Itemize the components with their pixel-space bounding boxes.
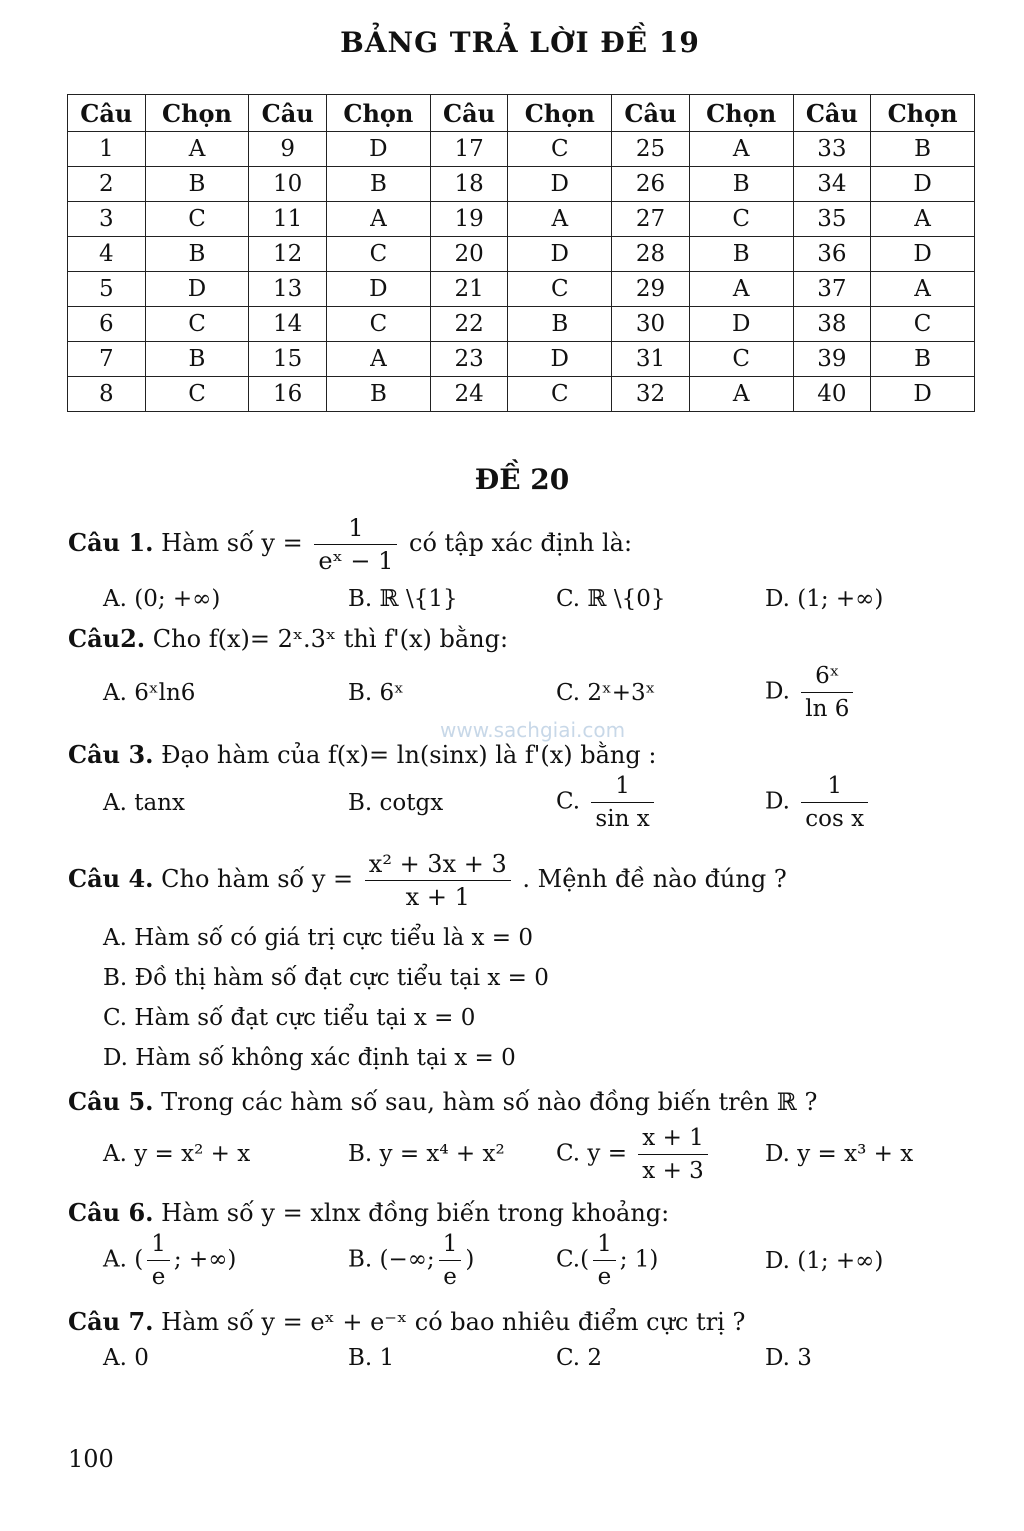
question-number-cell: 16 [249,377,327,412]
answer-cell: C [508,272,612,307]
table-row [68,307,975,342]
q2-option-a: A. 6ˣln6 [103,680,196,706]
fraction [801,660,853,725]
question-number-cell: 19 [430,202,508,237]
question-text: Trong các hàm số sau, hàm số nào đồng biến trên ℝ ? [161,1088,818,1116]
answer-cell: D [508,237,612,272]
option-label: C. y = [556,1140,627,1167]
fraction [591,770,653,835]
question-number-cell: 20 [430,237,508,272]
question-6 [68,1198,669,1227]
answer-cell: B [327,167,431,202]
question-number-cell: 10 [249,167,327,202]
q4-option-a: A. Hàm số có giá trị cực tiểu là x = 0 [103,925,533,951]
q4-option-d: D. Hàm số không xác định tại x = 0 [103,1045,516,1071]
table-header-cell: Chọn [871,95,975,132]
answer-cell: B [871,342,975,377]
question-4 [68,848,787,913]
answer-cell: D [871,237,975,272]
table-header-cell: Câu [430,95,508,132]
question-text: . Mệnh đề nào đúng ? [522,865,787,893]
question-number-cell: 25 [612,132,690,167]
q3-option-a: A. tanx [103,790,185,816]
question-number-cell: 30 [612,307,690,342]
q6-option-c [556,1228,658,1293]
numerator: 1 [591,770,653,803]
question-number-cell: 18 [430,167,508,202]
answer-cell: B [327,377,431,412]
answer-cell: D [871,167,975,202]
question-number-cell: 31 [612,342,690,377]
denominator: e [151,1264,166,1290]
answer-cell: B [689,167,793,202]
answer-cell: C [508,132,612,167]
table-header-row [68,95,975,132]
numerator: 1 [593,1228,616,1261]
numerator: x² + 3x + 3 [365,848,511,881]
numerator: 1 [801,770,868,803]
answer-cell: C [871,307,975,342]
q7-option-a: A. 0 [103,1345,149,1371]
answer-cell: D [145,272,249,307]
answer-cell: C [145,307,249,342]
question-number-cell: 26 [612,167,690,202]
question-2 [68,624,508,653]
answer-cell: D [508,167,612,202]
answer-cell: D [871,377,975,412]
answer-cell: D [508,342,612,377]
denominator: e [443,1264,457,1290]
fraction [365,848,511,913]
question-number-cell: 33 [793,132,871,167]
question-number-cell: 14 [249,307,327,342]
table-body [68,132,975,412]
q7-option-d: D. 3 [765,1345,812,1371]
question-number-cell: 21 [430,272,508,307]
question-number-cell: 29 [612,272,690,307]
table-header-cell: Chọn [689,95,793,132]
question-label: Câu 4. [68,864,154,893]
question-text: Hàm số y = xlnx đồng biến trong khoảng: [161,1199,670,1227]
question-number-cell: 22 [430,307,508,342]
question-number-cell: 40 [793,377,871,412]
answer-cell: C [327,237,431,272]
answer-cell: A [145,132,249,167]
answer-cell: D [327,132,431,167]
numerator: 1 [439,1228,462,1261]
numerator: 1 [314,512,397,545]
page-title: BẢNG TRẢ LỜI ĐỀ 19 [340,26,700,59]
question-number-cell: 2 [68,167,146,202]
denominator: sin x [595,806,650,832]
q3-option-c [556,770,658,835]
q3-option-b: B. cotgx [348,790,444,816]
numerator: 6ˣ [801,660,853,693]
q2-option-d [765,660,857,725]
table-header-cell: Câu [793,95,871,132]
fraction [638,1122,708,1187]
option-label: C.( [556,1246,590,1273]
question-number-cell: 7 [68,342,146,377]
table-row [68,132,975,167]
answer-cell: A [327,342,431,377]
question-number-cell: 32 [612,377,690,412]
q2-option-b: B. 6ˣ [348,680,404,706]
question-number-cell: 38 [793,307,871,342]
option-text: ; 1) [619,1246,659,1273]
answer-cell: C [327,307,431,342]
fraction [147,1228,170,1293]
question-label: Câu 3. [68,740,154,769]
fraction [801,770,868,835]
option-text: ; +∞) [173,1246,237,1273]
question-number-cell: 11 [249,202,327,237]
question-number-cell: 9 [249,132,327,167]
option-label: B. (−∞; [348,1246,435,1273]
q5-option-c [556,1122,712,1187]
question-label: Câu 5. [68,1087,154,1116]
q7-option-c: C. 2 [556,1345,603,1371]
table-header-cell: Chọn [327,95,431,132]
option-label: D. [765,678,790,705]
fraction [439,1228,462,1293]
question-label: Câu 1. [68,528,154,557]
question-number-cell: 8 [68,377,146,412]
q1-option-a: A. (0; +∞) [103,586,221,612]
q6-option-b [348,1228,474,1293]
watermark: www.sachgiai.com [440,718,626,742]
question-number-cell: 35 [793,202,871,237]
answer-cell: A [871,202,975,237]
q6-option-d: D. (1; +∞) [765,1248,884,1274]
question-number-cell: 6 [68,307,146,342]
q5-option-a: A. y = x² + x [103,1141,251,1167]
table-header-cell: Câu [612,95,690,132]
question-text: Hàm số y = eˣ + e⁻ˣ có bao nhiêu điểm cực trị ? [161,1308,746,1336]
table-row [68,342,975,377]
question-number-cell: 39 [793,342,871,377]
answer-cell: A [689,272,793,307]
answer-cell: C [145,202,249,237]
table-header-cell: Câu [68,95,146,132]
numerator: x + 1 [638,1122,708,1155]
answer-cell: B [871,132,975,167]
page-number: 100 [68,1445,114,1473]
table-header-cell: Chọn [508,95,612,132]
q5-option-d: D. y = x³ + x [765,1141,914,1167]
question-text: Cho hàm số y = [161,865,354,893]
numerator: 1 [147,1228,170,1261]
fraction [314,512,397,577]
option-label: A. ( [103,1246,144,1273]
q4-option-b: B. Đồ thị hàm số đạt cực tiểu tại x = 0 [103,965,549,991]
question-number-cell: 4 [68,237,146,272]
answer-cell: A [871,272,975,307]
answer-cell: B [145,167,249,202]
denominator: ln 6 [805,696,850,722]
question-number-cell: 36 [793,237,871,272]
question-number-cell: 17 [430,132,508,167]
q1-option-c: C. ℝ \{0} [556,586,666,612]
q7-option-b: B. 1 [348,1345,395,1371]
question-label: Câu2. [68,624,146,653]
answer-cell: A [327,202,431,237]
question-text: Đạo hàm của f(x)= ln(sinx) là f'(x) bằng : [161,741,657,769]
question-number-cell: 3 [68,202,146,237]
question-number-cell: 13 [249,272,327,307]
question-text: có tập xác định là: [409,529,633,557]
answer-cell: D [689,307,793,342]
question-text: Hàm số y = [161,529,303,557]
denominator: x + 3 [642,1158,704,1184]
section-heading: ĐỀ 20 [474,463,570,496]
q6-option-a [103,1228,236,1293]
question-label: Câu 6. [68,1198,154,1227]
option-text: ) [465,1246,475,1273]
question-number-cell: 5 [68,272,146,307]
table-row [68,377,975,412]
answer-cell: B [689,237,793,272]
answer-cell: C [689,342,793,377]
answer-cell: B [145,342,249,377]
option-label: D. [765,788,790,815]
question-number-cell: 23 [430,342,508,377]
table-header-cell: Câu [249,95,327,132]
option-label: C. [556,788,581,815]
q5-option-b: B. y = x⁴ + x² [348,1141,505,1167]
q4-option-c: C. Hàm số đạt cực tiểu tại x = 0 [103,1005,476,1031]
answer-cell: C [689,202,793,237]
answer-cell: A [689,132,793,167]
question-number-cell: 37 [793,272,871,307]
q3-option-d [765,770,872,835]
table-row [68,272,975,307]
question-5 [68,1087,817,1116]
denominator: e [597,1264,612,1290]
answer-cell: B [145,237,249,272]
denominator: eˣ − 1 [318,547,394,575]
question-number-cell: 24 [430,377,508,412]
question-number-cell: 15 [249,342,327,377]
denominator: cos x [805,806,865,832]
q2-option-c: C. 2ˣ+3ˣ [556,680,656,706]
fraction [593,1228,616,1293]
answer-cell: C [145,377,249,412]
question-number-cell: 1 [68,132,146,167]
answer-cell: A [689,377,793,412]
table-row [68,167,975,202]
question-7 [68,1307,745,1336]
answer-cell: A [508,202,612,237]
table-header-cell: Chọn [145,95,249,132]
answer-cell: C [508,377,612,412]
denominator: x + 1 [405,883,470,911]
answer-cell: B [508,307,612,342]
q1-option-d: D. (1; +∞) [765,586,884,612]
question-number-cell: 27 [612,202,690,237]
question-label: Câu 7. [68,1307,154,1336]
question-3 [68,740,656,769]
question-number-cell: 12 [249,237,327,272]
question-number-cell: 28 [612,237,690,272]
table-row [68,202,975,237]
answer-cell: D [327,272,431,307]
q1-option-b: B. ℝ \{1} [348,586,458,612]
question-text: Cho f(x)= 2ˣ.3ˣ thì f'(x) bằng: [152,625,509,653]
question-number-cell: 34 [793,167,871,202]
table-row [68,237,975,272]
question-1 [68,512,632,577]
answer-table [67,94,975,412]
